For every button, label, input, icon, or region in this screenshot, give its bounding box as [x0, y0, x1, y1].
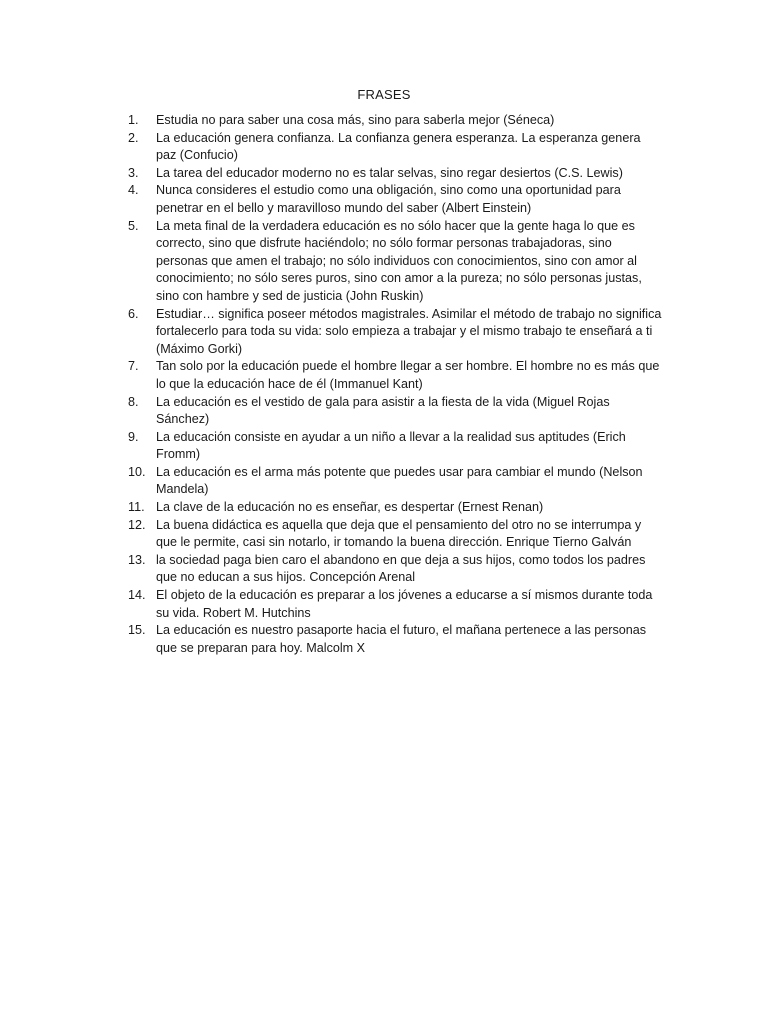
list-item	[128, 165, 663, 183]
item-number: 15.	[128, 623, 146, 638]
item-text: La meta final de la verdadera educación es no sólo hacer que la gente haga lo que es correcto, sino que disfrute haciéndolo; no sólo formar personas trabajadoras, sino personas que amen el trabajo; no sólo individuos con conocimientos, sino con amor al conocimiento; no sólo seres puros, sino con amor a la pureza; no sólo personas justas, sino con hambre y sed de justicia (John Ruskin)	[156, 218, 642, 303]
item-text: La clave de la educación no es enseñar, es despertar (Ernest Renan)	[156, 500, 544, 515]
item-number: 13.	[128, 552, 146, 567]
item-number: 1.	[128, 113, 139, 127]
item-number: 6.	[128, 306, 139, 321]
item-text: Tan solo por la educación puede el hombre llegar a ser hombre. El hombre no es más que lo que la educación hace de él (Immanuel Kant)	[156, 359, 660, 391]
list-item	[128, 464, 663, 499]
item-number: 10.	[128, 464, 146, 479]
list-item	[128, 112, 663, 130]
list-item	[128, 622, 663, 657]
item-text: El objeto de la educación es preparar a los jóvenes a educarse a sí mismos durante toda su vida. Robert M. Hutchins	[156, 588, 653, 620]
item-number: 7.	[128, 359, 139, 374]
list-item	[128, 218, 663, 306]
item-text: la sociedad paga bien caro el abandono en que deja a sus hijos, como todos los padres que no educan a sus hijos. Concepción Arenal	[156, 552, 646, 585]
item-text: La educación es el vestido de gala para asistir a la fiesta de la vida (Miguel Rojas Sánchez)	[156, 394, 610, 427]
quote-list	[128, 112, 663, 657]
item-text: La educación es el arma más potente que puedes usar para cambiar el mundo (Nelson Mandela)	[156, 464, 643, 497]
item-number: 14.	[128, 588, 146, 603]
list-item	[128, 552, 663, 587]
item-number: 5.	[128, 218, 139, 233]
item-number: 9.	[128, 429, 139, 444]
item-text: La educación genera confianza. La confianza genera esperanza. La esperanza genera paz (Confucio)	[156, 130, 641, 163]
page-title: FRASES	[357, 87, 411, 102]
item-number: 11.	[128, 500, 145, 515]
list-item	[128, 182, 663, 217]
item-number: 3.	[128, 165, 139, 180]
item-text: Estudiar… significa poseer métodos magistrales. Asimilar el método de trabajo no significa fortalecerlo para toda su vida: solo empieza a trabajar y el mismo trabajo te enseñará a ti (Máximo Gorki)	[156, 306, 662, 356]
item-text: La tarea del educador moderno no es talar selvas, sino regar desiertos (C.S. Lewis)	[156, 165, 623, 180]
list-item	[128, 306, 663, 359]
list-item	[128, 587, 663, 622]
item-text: Estudia no para saber una cosa más, sino para saberla mejor (Séneca)	[156, 113, 555, 127]
list-item	[128, 130, 663, 165]
item-text: Nunca consideres el estudio como una obligación, sino como una oportunidad para penetrar en el bello y maravilloso mundo del saber (Albert Einstein)	[156, 183, 621, 215]
list-item	[128, 394, 663, 429]
item-text: La buena didáctica es aquella que deja que el pensamiento del otro no se interrumpa y que le permite, casi sin notarlo, ir tomando la buena dirección. Enrique Tierno Galván	[156, 517, 642, 550]
list-item	[128, 517, 663, 552]
item-number: 4.	[128, 183, 139, 198]
list-item	[128, 429, 663, 464]
item-number: 12.	[128, 517, 146, 532]
item-text: La educación es nuestro pasaporte hacia el futuro, el mañana pertenece a las personas que se preparan para hoy. Malcolm X	[156, 623, 647, 655]
item-number: 8.	[128, 394, 139, 409]
list-item	[128, 499, 663, 517]
list-item	[128, 358, 663, 393]
item-text: La educación consiste en ayudar a un niño a llevar a la realidad sus aptitudes (Erich Fromm)	[156, 429, 626, 462]
item-number: 2.	[128, 130, 139, 145]
